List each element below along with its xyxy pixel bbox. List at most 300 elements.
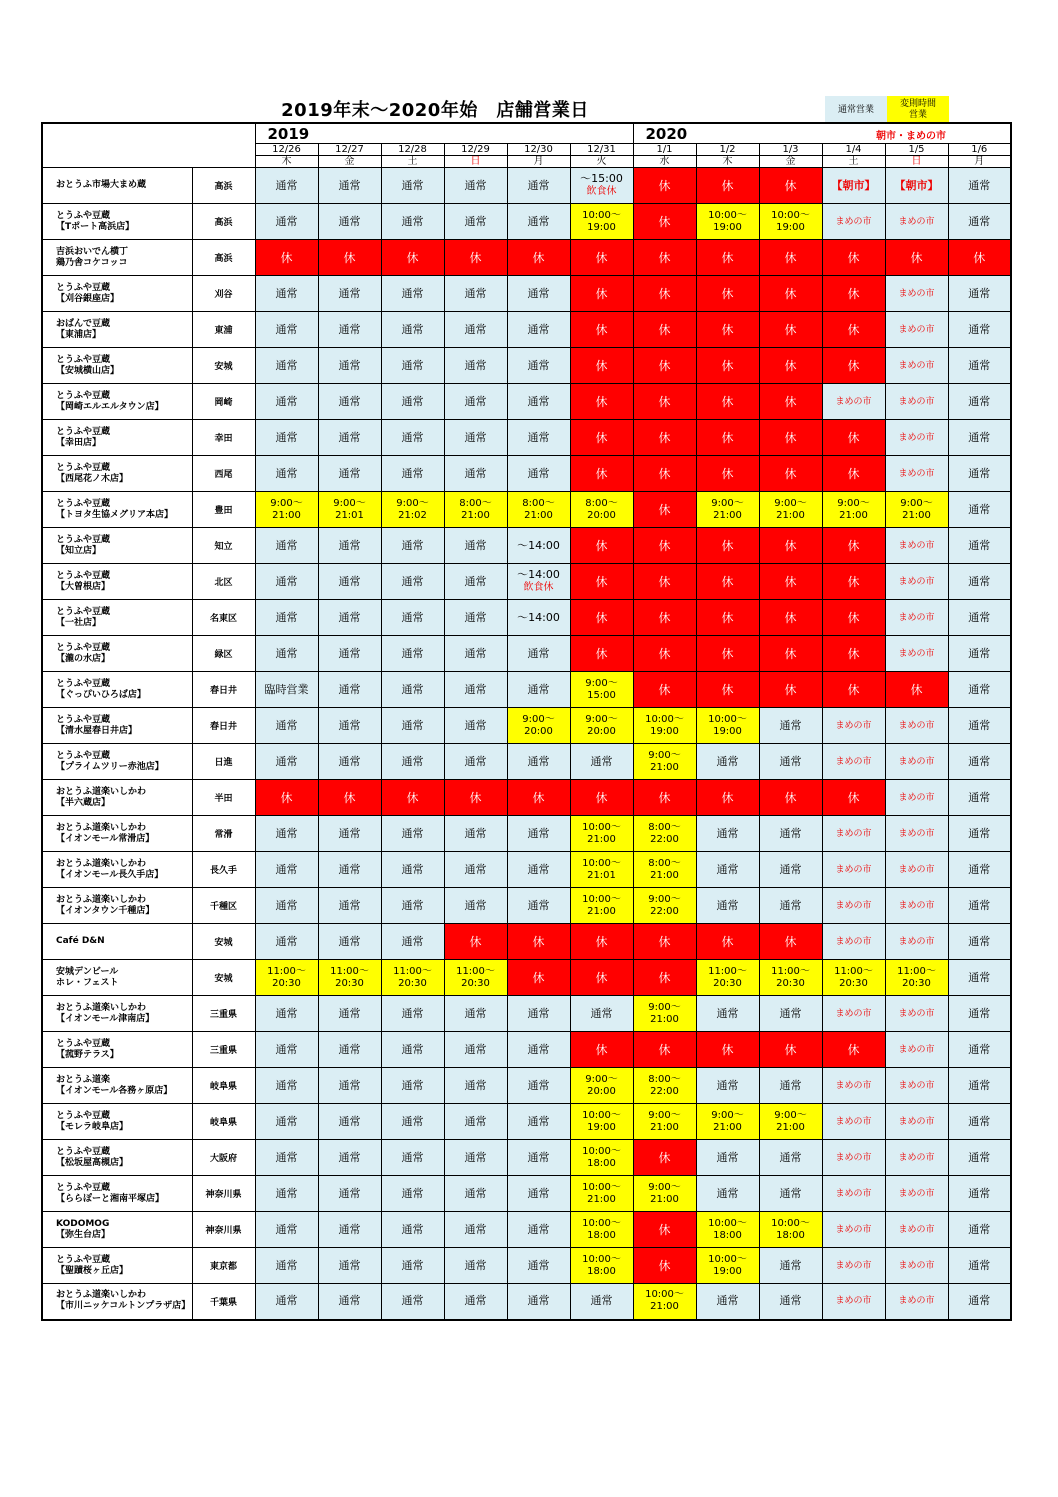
cell-value: まめの市 [898, 540, 935, 551]
cell-value: 通常 [338, 1294, 361, 1308]
cell-value: 【朝市】 [894, 178, 939, 192]
schedule-cell [318, 348, 381, 384]
schedule-cell [318, 420, 381, 456]
schedule-cell [318, 1032, 381, 1068]
schedule-cell [885, 312, 948, 348]
schedule-cell [444, 600, 507, 636]
cell-value: 通常 [275, 214, 298, 228]
store-name: 安城デンビール ホレ・フェスト [42, 960, 192, 996]
schedule-cell [444, 744, 507, 780]
schedule-cell [759, 240, 822, 276]
schedule-cell [696, 456, 759, 492]
schedule-cell [822, 708, 885, 744]
cell-value: まめの市 [835, 720, 872, 731]
table-row [42, 852, 1011, 888]
store-name: おとうふ道楽いしかわ 【半六蔵店】 [42, 780, 192, 816]
schedule-cell [570, 1248, 633, 1284]
cell-value: 休 [658, 538, 671, 553]
cell-value: 10:00～ 19:00 [582, 1109, 621, 1133]
schedule-cell [570, 528, 633, 564]
schedule-cell [507, 348, 570, 384]
cell-value: 通常 [968, 1042, 991, 1056]
cell-value: 通常 [338, 1078, 361, 1092]
cell-value: 通常 [527, 754, 550, 768]
cell-value: 通常 [464, 466, 487, 480]
schedule-cell [444, 528, 507, 564]
year-2019: 2019 [255, 123, 633, 144]
cell-value: 休 [721, 286, 734, 301]
schedule-cell [255, 636, 318, 672]
cell-value: 休 [595, 430, 608, 445]
cell-value: 休 [658, 430, 671, 445]
cell-value: 通常 [779, 1078, 802, 1092]
cell-value: 通常 [527, 430, 550, 444]
schedule-cell [885, 960, 948, 996]
cell-value: 通常 [464, 214, 487, 228]
cell-value: 通常 [590, 1006, 613, 1020]
schedule-cell [255, 1104, 318, 1140]
cell-value: 通常 [527, 1186, 550, 1200]
store-area: 春日井 [192, 672, 255, 708]
cell-value: 通常 [275, 322, 298, 336]
store-area: 安城 [192, 924, 255, 960]
cell-value: 通常 [968, 1186, 991, 1200]
cell-value: 【朝市】 [831, 178, 876, 192]
schedule-cell [255, 456, 318, 492]
schedule-cell [696, 744, 759, 780]
schedule-cell [381, 744, 444, 780]
schedule-cell [948, 960, 1011, 996]
schedule-cell [633, 456, 696, 492]
cell-value: 休 [658, 250, 671, 265]
schedule-cell [507, 960, 570, 996]
schedule-cell [633, 1104, 696, 1140]
schedule-cell [444, 672, 507, 708]
store-name: おばんで豆蔵 【東浦店】 [42, 312, 192, 348]
schedule-cell [381, 492, 444, 528]
cell-value: ～14:00 [517, 568, 560, 581]
weekday-header: 月 [507, 156, 570, 168]
cell-value: 通常 [338, 178, 361, 192]
cell-value: 通常 [968, 682, 991, 696]
store-area: 神奈川県 [192, 1176, 255, 1212]
schedule-cell [633, 1068, 696, 1104]
cell-value: 9:00～ 20:00 [585, 713, 618, 737]
schedule-cell [381, 168, 444, 204]
cell-value: 通常 [968, 754, 991, 768]
cell-value: 通常 [527, 1114, 550, 1128]
cell-value: 休 [595, 646, 608, 661]
cell-value: 通常 [968, 394, 991, 408]
cell-value: 休 [973, 250, 986, 265]
cell-value: 休 [847, 466, 860, 481]
schedule-cell [318, 1212, 381, 1248]
cell-value: まめの市 [898, 756, 935, 767]
cell-value: 休 [532, 934, 545, 949]
cell-value: 休 [721, 358, 734, 373]
schedule-cell [318, 996, 381, 1032]
table-row [42, 996, 1011, 1032]
schedule-cell [570, 1104, 633, 1140]
schedule-cell [822, 780, 885, 816]
store-area: 北区 [192, 564, 255, 600]
cell-value: 通常 [275, 754, 298, 768]
schedule-cell [507, 780, 570, 816]
cell-value: 休 [406, 790, 419, 805]
schedule-cell [948, 636, 1011, 672]
store-name: とうふや豆蔵 【安城横山店】 [42, 348, 192, 384]
store-name: おとうふ道楽いしかわ 【市川ニッケコルトンプラザ店】 [42, 1284, 192, 1320]
cell-value: 通常 [464, 1186, 487, 1200]
table-row [42, 708, 1011, 744]
schedule-cell [444, 1212, 507, 1248]
schedule-cell [381, 384, 444, 420]
cell-value: 通常 [275, 430, 298, 444]
store-name: おとうふ道楽いしかわ 【イオンモール長久手店】 [42, 852, 192, 888]
schedule-cell [822, 492, 885, 528]
store-name: とうふや豆蔵 【モレラ岐阜店】 [42, 1104, 192, 1140]
schedule-cell [318, 960, 381, 996]
table-row [42, 1212, 1011, 1248]
cell-value: 休 [847, 286, 860, 301]
cell-value: 10:00～ 21:00 [645, 1289, 684, 1313]
schedule-cell [759, 960, 822, 996]
cell-value: 通常 [401, 754, 424, 768]
cell-subnote: 飲食休 [586, 186, 617, 197]
schedule-cell [570, 600, 633, 636]
cell-value: 休 [469, 790, 482, 805]
table-row [42, 1176, 1011, 1212]
schedule-cell [444, 312, 507, 348]
schedule-cell [822, 852, 885, 888]
cell-value: 通常 [968, 934, 991, 948]
schedule-cell [507, 672, 570, 708]
cell-value: 休 [343, 250, 356, 265]
cell-value: 休 [847, 250, 860, 265]
header-blank [42, 123, 255, 168]
cell-value: 11:00～ 20:30 [267, 965, 306, 989]
cell-value: 通常 [401, 1258, 424, 1272]
cell-value: 休 [721, 250, 734, 265]
cell-value: 休 [721, 394, 734, 409]
cell-value: 休 [595, 790, 608, 805]
schedule-cell [948, 600, 1011, 636]
cell-value: 通常 [527, 898, 550, 912]
schedule-cell [696, 600, 759, 636]
cell-value: 通常 [527, 1078, 550, 1092]
schedule-cell [381, 924, 444, 960]
cell-value: 通常 [275, 466, 298, 480]
cell-value: 9:00～ 21:00 [774, 1109, 807, 1133]
cell-value: まめの市 [898, 360, 935, 371]
schedule-cell [444, 1032, 507, 1068]
schedule-cell [633, 744, 696, 780]
schedule-cell [381, 600, 444, 636]
date-header: 1/4 [822, 144, 885, 156]
schedule-cell [633, 780, 696, 816]
schedule-cell [696, 276, 759, 312]
cell-value: 休 [784, 466, 797, 481]
schedule-cell [759, 1248, 822, 1284]
cell-value: まめの市 [835, 216, 872, 227]
cell-value: 休 [847, 358, 860, 373]
schedule-cell [759, 276, 822, 312]
schedule-cell [633, 312, 696, 348]
cell-value: 休 [847, 682, 860, 697]
schedule-cell [570, 456, 633, 492]
cell-value: 休 [595, 286, 608, 301]
cell-value: 11:00～ 20:30 [897, 965, 936, 989]
cell-value: 通常 [338, 214, 361, 228]
cell-value: 休 [595, 970, 608, 985]
cell-value: 通常 [464, 1150, 487, 1164]
cell-value: まめの市 [898, 648, 935, 659]
schedule-cell [255, 1212, 318, 1248]
cell-value: 休 [595, 538, 608, 553]
schedule-cell [822, 960, 885, 996]
schedule-cell [633, 960, 696, 996]
schedule-cell [318, 1248, 381, 1284]
schedule-cell [444, 780, 507, 816]
cell-value: 休 [595, 322, 608, 337]
schedule-cell [444, 1248, 507, 1284]
store-area: 東京都 [192, 1248, 255, 1284]
table-row [42, 960, 1011, 996]
date-header: 1/6 [948, 144, 1011, 156]
cell-value: 11:00～ 20:30 [771, 965, 810, 989]
cell-value: まめの市 [835, 900, 872, 911]
store-area: 半田 [192, 780, 255, 816]
schedule-cell [885, 852, 948, 888]
schedule-cell [507, 1140, 570, 1176]
store-area: 高浜 [192, 240, 255, 276]
cell-value: 通常 [779, 754, 802, 768]
schedule-cell [822, 456, 885, 492]
cell-value: 通常 [275, 574, 298, 588]
cell-value: 通常 [401, 1114, 424, 1128]
cell-value: 通常 [527, 1042, 550, 1056]
schedule-cell [759, 888, 822, 924]
schedule-cell [822, 924, 885, 960]
schedule-cell [822, 384, 885, 420]
table-row [42, 636, 1011, 672]
cell-value: 9:00～ 21:00 [648, 1001, 681, 1025]
cell-value: 通常 [527, 394, 550, 408]
cell-value: まめの市 [835, 864, 872, 875]
schedule-cell [381, 960, 444, 996]
schedule-cell [759, 816, 822, 852]
schedule-cell [381, 1104, 444, 1140]
cell-value: 休 [658, 970, 671, 985]
table-row [42, 816, 1011, 852]
cell-value: 通常 [338, 358, 361, 372]
schedule-cell [822, 744, 885, 780]
schedule-cell [255, 1248, 318, 1284]
cell-value: 通常 [275, 538, 298, 552]
cell-value: 通常 [401, 934, 424, 948]
store-area: 神奈川県 [192, 1212, 255, 1248]
cell-value: 10:00～ 21:01 [582, 857, 621, 881]
cell-value: 休 [721, 682, 734, 697]
schedule-cell [318, 564, 381, 600]
schedule-cell [444, 1104, 507, 1140]
cell-value: 通常 [968, 970, 991, 984]
cell-value: 通常 [401, 1042, 424, 1056]
store-name: おとうふ道楽 【イオンモール各務ヶ原店】 [42, 1068, 192, 1104]
schedule-cell [885, 1248, 948, 1284]
cell-value: 休 [658, 1258, 671, 1273]
schedule-cell [633, 1032, 696, 1068]
store-name: とうふや豆蔵 【幸田店】 [42, 420, 192, 456]
schedule-cell [822, 1032, 885, 1068]
schedule-cell [255, 240, 318, 276]
schedule-cell [696, 492, 759, 528]
cell-value: 10:00～ 18:00 [771, 1217, 810, 1241]
cell-value: 休 [784, 574, 797, 589]
cell-value: 通常 [527, 214, 550, 228]
table-row [42, 924, 1011, 960]
schedule-cell [255, 348, 318, 384]
schedule-cell [633, 1248, 696, 1284]
cell-value: 10:00～ 18:00 [708, 1217, 747, 1241]
schedule-cell [507, 1104, 570, 1140]
schedule-cell [318, 708, 381, 744]
cell-value: 休 [910, 250, 923, 265]
schedule-cell [696, 780, 759, 816]
cell-value: まめの市 [835, 1116, 872, 1127]
schedule-cell [822, 636, 885, 672]
store-area: 長久手 [192, 852, 255, 888]
schedule-cell [948, 780, 1011, 816]
schedule-cell [570, 780, 633, 816]
schedule-cell [318, 1140, 381, 1176]
schedule-cell [570, 708, 633, 744]
cell-value: 休 [658, 682, 671, 697]
schedule-cell [948, 528, 1011, 564]
cell-value: 休 [658, 790, 671, 805]
schedule-cell [381, 852, 444, 888]
schedule-cell [381, 1032, 444, 1068]
cell-value: まめの市 [835, 1224, 872, 1235]
schedule-cell [633, 276, 696, 312]
cell-value: 10:00～ 19:00 [708, 1253, 747, 1277]
schedule-cell [318, 924, 381, 960]
cell-value: 通常 [968, 646, 991, 660]
cell-value: 通常 [968, 1114, 991, 1128]
schedule-cell [822, 564, 885, 600]
cell-value: 休 [658, 610, 671, 625]
store-area: 岐阜県 [192, 1068, 255, 1104]
cell-value: まめの市 [898, 936, 935, 947]
cell-value: 10:00～ 18:00 [582, 1253, 621, 1277]
cell-value: 9:00～ 21:00 [774, 497, 807, 521]
cell-value: 通常 [464, 682, 487, 696]
schedule-cell [696, 636, 759, 672]
store-name: とうふや豆蔵 【岡崎エルエルタウン店】 [42, 384, 192, 420]
cell-value: 8:00～ 21:00 [648, 857, 681, 881]
cell-value: 8:00～ 20:00 [585, 497, 618, 521]
schedule-cell [318, 528, 381, 564]
store-area: 刈谷 [192, 276, 255, 312]
date-header: 1/5 [885, 144, 948, 156]
schedule-cell [885, 1284, 948, 1320]
cell-value: 休 [658, 646, 671, 661]
store-name: とうふや豆蔵 【清水屋春日井店】 [42, 708, 192, 744]
schedule-cell [633, 1176, 696, 1212]
cell-value: 休 [280, 790, 293, 805]
schedule-cell [948, 1104, 1011, 1140]
schedule-cell [822, 1212, 885, 1248]
cell-value: 11:00～ 20:30 [393, 965, 432, 989]
cell-value: 通常 [401, 430, 424, 444]
cell-value: 休 [532, 970, 545, 985]
weekday-header: 月 [948, 156, 1011, 168]
cell-value: 通常 [401, 898, 424, 912]
schedule-cell [759, 708, 822, 744]
cell-value: 通常 [527, 862, 550, 876]
cell-value: 休 [784, 286, 797, 301]
schedule-cell [444, 996, 507, 1032]
schedule-cell [696, 1104, 759, 1140]
schedule-cell [948, 1212, 1011, 1248]
cell-value: 通常 [968, 178, 991, 192]
cell-value: 臨時営業 [264, 682, 309, 696]
cell-value: 通常 [779, 1150, 802, 1164]
cell-value: 通常 [275, 898, 298, 912]
cell-value: 休 [721, 934, 734, 949]
schedule-cell [759, 492, 822, 528]
schedule-cell [570, 564, 633, 600]
schedule-cell [507, 744, 570, 780]
schedule-cell [885, 1212, 948, 1248]
table-row [42, 1032, 1011, 1068]
cell-value: 休 [721, 466, 734, 481]
store-name: とうふや豆蔵 【瀧の水店】 [42, 636, 192, 672]
schedule-cell [255, 564, 318, 600]
schedule-cell [759, 1140, 822, 1176]
cell-value: 通常 [464, 1294, 487, 1308]
schedule-cell [822, 1284, 885, 1320]
schedule-cell [885, 168, 948, 204]
cell-value: 休 [595, 574, 608, 589]
schedule-cell [759, 528, 822, 564]
cell-value: 通常 [716, 1294, 739, 1308]
schedule-cell [633, 528, 696, 564]
legend-normal: 通常営業 [825, 96, 887, 124]
schedule-cell [696, 168, 759, 204]
schedule-cell [822, 1176, 885, 1212]
cell-value: 通常 [527, 466, 550, 480]
store-name: とうふや豆蔵 【菰野テラス】 [42, 1032, 192, 1068]
cell-value: 休 [784, 178, 797, 193]
schedule-cell [948, 1176, 1011, 1212]
schedule-cell [507, 924, 570, 960]
schedule-cell [948, 852, 1011, 888]
schedule-cell [255, 708, 318, 744]
table-row [42, 240, 1011, 276]
schedule-cell [759, 384, 822, 420]
cell-value: 10:00～ 19:00 [645, 713, 684, 737]
schedule-cell [759, 1104, 822, 1140]
cell-value: 休 [847, 574, 860, 589]
schedule-cell [696, 384, 759, 420]
cell-value: 休 [658, 214, 671, 229]
cell-subnote: 飲食休 [523, 582, 554, 593]
cell-value: 通常 [527, 1294, 550, 1308]
cell-value: まめの市 [898, 288, 935, 299]
schedule-cell [948, 924, 1011, 960]
schedule-cell [948, 816, 1011, 852]
